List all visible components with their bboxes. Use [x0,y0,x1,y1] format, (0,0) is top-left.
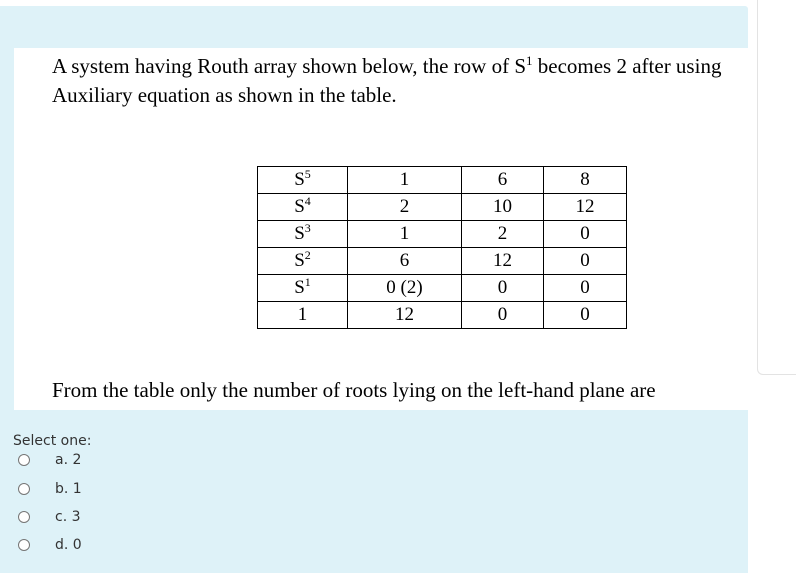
superscript-1: 1 [526,53,533,68]
table-cell: 12 [462,248,544,275]
row-label: $S^3$ [258,221,348,248]
table-cell: 6 [348,248,462,275]
table-cell: 0 [462,302,544,329]
table-row [258,194,627,221]
option-a[interactable] [18,450,81,470]
table-cell: 8 [544,167,627,194]
question-content [14,48,748,410]
table-row [258,167,627,194]
adjacent-panel-edge [757,0,796,375]
option-label: d. 0 [55,537,82,553]
table-row [258,302,627,329]
option-label: b. 1 [55,481,82,497]
followup-question-text: From the table only the number of roots lying on the left-hand plane are [52,378,656,402]
radio-button-icon[interactable] [18,454,30,466]
table-cell: 1 [348,221,462,248]
table-cell: 12 [348,302,462,329]
row-label: $S^5$ [258,167,348,194]
option-c[interactable] [18,507,81,527]
radio-button-icon[interactable] [18,511,30,523]
routh-array-table [257,166,627,329]
row-label: $S^4$ [258,194,348,221]
question-line-1: A system having Routh array shown below, the row of $S^1$ becomes 2 after using [52,53,722,78]
question-card [0,6,748,573]
table-cell: 6 [462,167,544,194]
table-cell: 0 [544,221,627,248]
table-cell: 2 [462,221,544,248]
option-label: c. 3 [55,509,81,525]
select-one-label: Select one: [13,433,92,449]
table-cell: 0 [462,275,544,302]
table-cell: 2 [348,194,462,221]
question-line-2: Auxiliary equation as shown in the table. [52,83,397,107]
table-row [258,221,627,248]
table-cell: 0 [544,248,627,275]
option-b[interactable] [18,479,82,499]
table-cell: 0 [544,302,627,329]
table-row [258,248,627,275]
table-row [258,275,627,302]
question-text [52,52,748,110]
table-cell: 12 [544,194,627,221]
table-cell: 0 (2) [348,275,462,302]
option-label: a. 2 [55,452,82,468]
table-cell: 1 [348,167,462,194]
option-d[interactable] [18,535,82,555]
radio-button-icon[interactable] [18,539,30,551]
table-cell: 0 [544,275,627,302]
table-cell: 10 [462,194,544,221]
row-label: $S^2$ [258,248,348,275]
row-label: 1 [258,302,348,329]
row-label: $S^1$ [258,275,348,302]
radio-button-icon[interactable] [18,483,30,495]
